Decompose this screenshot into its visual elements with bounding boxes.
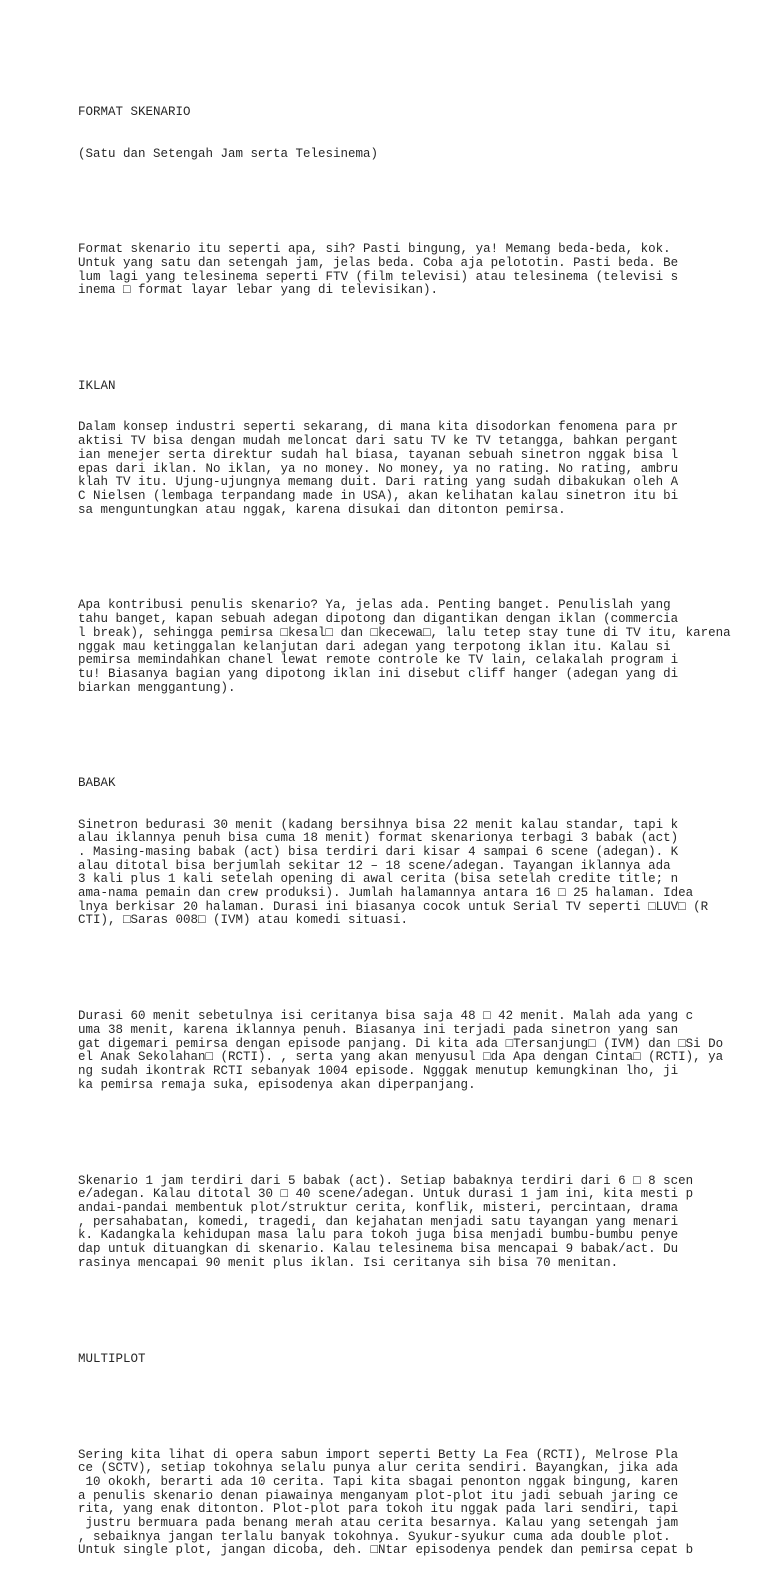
text-line: sa menguntungkan atau nggak, karena disukai dan ditonton pemirsa. bbox=[78, 502, 566, 517]
text-line: lnya berkisar 20 halaman. Durasi ini biasanya cocok untuk Serial TV seperti □LUV□ (R bbox=[78, 899, 709, 914]
text-line: ce (SCTV), setiap tokohnya selalu punya alur cerita sendiri. Bayangkan, jika ada bbox=[78, 1461, 679, 1476]
text-line: k. Kadangkala kehidupan masa lalu para tokoh juga bisa menjadi bumbu-bumbu penye bbox=[78, 1228, 679, 1243]
babak-paragraph-2 bbox=[78, 1010, 758, 1092]
text-line: rasinya mencapai 90 menit plus iklan. Isi ceritanya sih bisa 70 menitan. bbox=[78, 1255, 619, 1270]
spacer bbox=[78, 326, 758, 340]
text-line: l break), sehingga pemirsa □kesal□ dan □kecewa□, lalu tetep stay tune di TV itu, karena bbox=[78, 625, 731, 640]
spacer bbox=[78, 545, 758, 559]
text-line: aktisi TV bisa dengan mudah meloncat dari satu TV ke TV tetangga, bahkan pergant bbox=[78, 434, 679, 449]
spacer bbox=[78, 1394, 758, 1408]
text-line: uma 38 menit, karena iklannya penuh. Biasanya ini terjadi pada sinetron yang san bbox=[78, 1022, 679, 1037]
text-line: . Masing-masing babak (act) bisa terdiri dari kisar 4 sampai 6 scene (adegan). K bbox=[78, 844, 679, 859]
text-line: alau iklannya penuh bisa cuma 18 menit) format skenarionya terbagi 3 babak (act) bbox=[78, 831, 679, 846]
text-line: CTI), □Saras 008□ (IVM) atau komedi situasi. bbox=[78, 913, 409, 928]
spacer bbox=[78, 1120, 758, 1134]
text-line: Dalam konsep industri seperti sekarang, di mana kita disodorkan fenomena para pr bbox=[78, 420, 679, 435]
spacer bbox=[78, 723, 758, 737]
text-line: ka pemirsa remaja suka, episodenya akan diperpanjang. bbox=[78, 1077, 476, 1092]
section-heading-multiplot: MULTIPLOT bbox=[78, 1351, 146, 1366]
text-line: Skenario 1 jam terdiri dari 5 babak (act). Setiap babaknya terdiri dari 6 □ 8 scen bbox=[78, 1173, 694, 1188]
intro-paragraph bbox=[78, 243, 758, 298]
text-line: dap untuk dituangkan di skenario. Kalau telesinema bisa mencapai 9 babak/act. Du bbox=[78, 1242, 679, 1257]
text-line: alau ditotal bisa berjumlah sekitar 12 – 18 scene/adegan. Tayangan iklannya ada bbox=[78, 858, 671, 873]
spacer bbox=[78, 1298, 758, 1312]
spacer bbox=[78, 955, 758, 969]
document-subtitle: (Satu dan Setengah Jam serta Telesinema) bbox=[78, 146, 379, 161]
text-line: gat digemari pemirsa dengan episode panjang. Di kita ada □Tersanjung□ (IVM) dan □Si Do bbox=[78, 1036, 724, 1051]
text-line: a penulis skenario denan piawainya menganyam plot-plot itu jadi sebuah jaring ce bbox=[78, 1488, 679, 1503]
text-line: tahu banget, kapan sebuah adegan dipotong dan digantikan dengan iklan (commercia bbox=[78, 612, 679, 627]
text-line: lum lagi yang telesinema seperti FTV (film televisi) atau telesinema (televisi s bbox=[78, 269, 679, 284]
text-line: , sebaiknya jangan terlalu banyak tokohnya. Syukur-syukur cuma ada double plot. bbox=[78, 1529, 671, 1544]
multiplot-paragraph-1 bbox=[78, 1449, 758, 1559]
text-line: tu! Biasanya bagian yang dipotong iklan ini disebut cliff hanger (adegan yang di bbox=[78, 666, 679, 681]
text-line: nggak mau ketinggalan kelanjutan dari adegan yang terpotong iklan itu. Kalau si bbox=[78, 639, 671, 654]
text-line: , persahabatan, komedi, tragedi, dan kejahatan menjadi satu tayangan yang menari bbox=[78, 1214, 679, 1229]
text-line: ng sudah ikontrak RCTI sebanyak 1004 episode. Ngggak menutup kemungkinan lho, ji bbox=[78, 1064, 679, 1079]
section-heading-babak: BABAK bbox=[78, 776, 116, 791]
document-page bbox=[78, 79, 758, 1572]
text-line: el Anak Sekolahan□ (RCTI). , serta yang akan menyusul □da Apa dengan Cinta□ (RCTI), ya bbox=[78, 1050, 724, 1065]
text-line: pemirsa memindahkan chanel lewat remote controle ke TV lain, celakalah program i bbox=[78, 653, 679, 668]
text-line: epas dari iklan. No iklan, ya no money. No money, ya no rating. No rating, ambru bbox=[78, 461, 679, 476]
spacer bbox=[78, 189, 758, 203]
babak-paragraph-1 bbox=[78, 819, 758, 929]
iklan-paragraph-1 bbox=[78, 421, 758, 517]
section-heading-iklan: IKLAN bbox=[78, 379, 116, 394]
iklan-paragraph-2 bbox=[78, 599, 758, 695]
text-line: Sinetron bedurasi 30 menit (kadang bersihnya bisa 22 menit kalau standar, tapi k bbox=[78, 817, 679, 832]
text-line: 3 kali plus 1 kali setelah opening di awal cerita (bisa setelah credite title; n bbox=[78, 872, 679, 887]
text-line: rita, yang enak ditonton. Plot-plot para tokoh itu nggak pada lari sendiri, tapi bbox=[78, 1502, 679, 1517]
document-title: FORMAT SKENARIO bbox=[78, 105, 191, 120]
text-line: Untuk yang satu dan setengah jam, jelas beda. Coba aja pelototin. Pasti beda. Be bbox=[78, 256, 679, 271]
text-line: Format skenario itu seperti apa, sih? Pasti bingung, ya! Memang beda-beda, kok. bbox=[78, 242, 671, 257]
text-line: Untuk single plot, jangan dicoba, deh. □Ntar episodenya pendek dan pemirsa cepat b bbox=[78, 1543, 694, 1558]
text-line: andai-pandai membentuk plot/struktur cerita, konflik, misteri, percintaan, drama bbox=[78, 1200, 679, 1215]
text-line: C Nielsen (lembaga terpandang made in USA), akan kelihatan kalau sinetron itu bi bbox=[78, 488, 679, 503]
text-line: klah TV itu. Ujung-ujungnya memang duit. Dari rating yang sudah dibakukan oleh A bbox=[78, 475, 679, 490]
text-line: Durasi 60 menit sebetulnya isi ceritanya bisa saja 48 □ 42 menit. Malah ada yang c bbox=[78, 1009, 694, 1024]
text-line: 10 okokh, berarti ada 10 cerita. Tapi kita sbagai penonton nggak bingung, karen bbox=[78, 1474, 679, 1489]
text-line: ama-nama pemain dan crew produksi). Jumlah halamannya antara 16 □ 25 halaman. Idea bbox=[78, 886, 694, 900]
text-line: inema □ format layar lebar yang di televisikan). bbox=[78, 283, 439, 298]
babak-paragraph-3 bbox=[78, 1175, 758, 1271]
text-line: Apa kontribusi penulis skenario? Ya, jelas ada. Penting banget. Penulislah yang bbox=[78, 598, 671, 613]
text-line: biarkan menggantung). bbox=[78, 680, 236, 695]
text-line: Sering kita lihat di opera sabun import seperti Betty La Fea (RCTI), Melrose Pla bbox=[78, 1447, 679, 1462]
text-line: e/adegan. Kalau ditotal 30 □ 40 scene/adegan. Untuk durasi 1 jam ini, kita mesti p bbox=[78, 1187, 694, 1202]
text-line: justru bermuara pada benang merah atau cerita besarnya. Kalau yang setengah jam bbox=[78, 1515, 679, 1530]
text-line: ian menejer serta direktur sudah hal biasa, tayanan sebuah sinetron nggak bisa l bbox=[78, 447, 679, 462]
